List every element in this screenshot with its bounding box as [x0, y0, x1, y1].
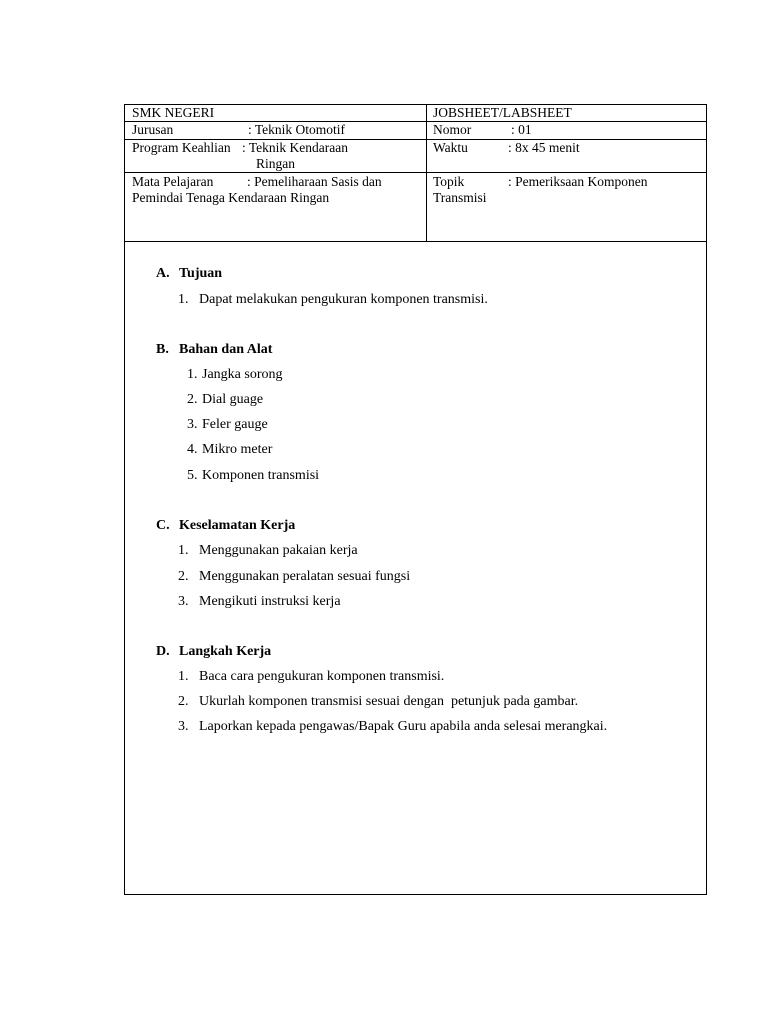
- topik-label: Topik: [433, 174, 465, 189]
- list-item: 1. Jangka sorong: [187, 367, 283, 382]
- header-column-divider: [426, 105, 427, 241]
- list-item: 1. Menggunakan pakaian kerja: [178, 543, 358, 558]
- mapel-label: Mata Pelajaran: [132, 174, 214, 189]
- list-item: 3. Laporkan kepada pengawas/Bapak Guru apabila anda selesai merangkai.: [178, 719, 608, 734]
- section-b-title: B. Bahan dan Alat: [156, 342, 273, 357]
- list-item: 1. Baca cara pengukuran komponen transmisi.: [178, 669, 445, 684]
- program-value-continued: Ringan: [256, 156, 295, 171]
- jurusan-label: Jurusan: [132, 122, 174, 137]
- jobsheet-frame: [124, 104, 707, 895]
- header-divider: [125, 121, 706, 122]
- section-d-title: D. Langkah Kerja: [156, 644, 272, 659]
- list-item: 3. Mengikuti instruksi kerja: [178, 594, 341, 609]
- list-item: 4. Mikro meter: [187, 442, 273, 457]
- list-item: 2. Ukurlah komponen transmisi sesuai dengan petunjuk pada gambar.: [178, 694, 579, 709]
- waktu-label: Waktu: [433, 140, 468, 155]
- school-name: SMK NEGERI: [132, 105, 215, 120]
- list-item: 1. Dapat melakukan pengukuran komponen transmisi.: [178, 292, 488, 307]
- topik-value-continued: Transmisi: [433, 190, 487, 205]
- waktu-value: : 8x 45 menit: [508, 140, 580, 155]
- list-item: 5. Komponen transmisi: [187, 468, 320, 483]
- mapel-value: : Pemeliharaan Sasis dan: [247, 174, 382, 189]
- list-item: 2. Menggunakan peralatan sesuai fungsi: [178, 569, 411, 584]
- topik-value: : Pemeriksaan Komponen: [508, 174, 648, 189]
- jobsheet-title: JOBSHEET/LABSHEET: [433, 105, 572, 120]
- program-value: : Teknik Kendaraan: [242, 140, 349, 155]
- list-item: 3. Feler gauge: [187, 417, 268, 432]
- section-a-title: A. Tujuan: [156, 266, 223, 281]
- header-divider: [125, 172, 706, 173]
- jurusan-value: : Teknik Otomotif: [248, 122, 346, 137]
- section-c-title: C. Keselamatan Kerja: [156, 518, 296, 533]
- nomor-value: : 01: [511, 122, 532, 137]
- header-divider: [125, 241, 706, 242]
- program-label: Program Keahlian: [132, 140, 231, 155]
- nomor-label: Nomor: [433, 122, 472, 137]
- mapel-value-continued: Pemindai Tenaga Kendaraan Ringan: [132, 190, 330, 205]
- list-item: 2. Dial guage: [187, 392, 264, 407]
